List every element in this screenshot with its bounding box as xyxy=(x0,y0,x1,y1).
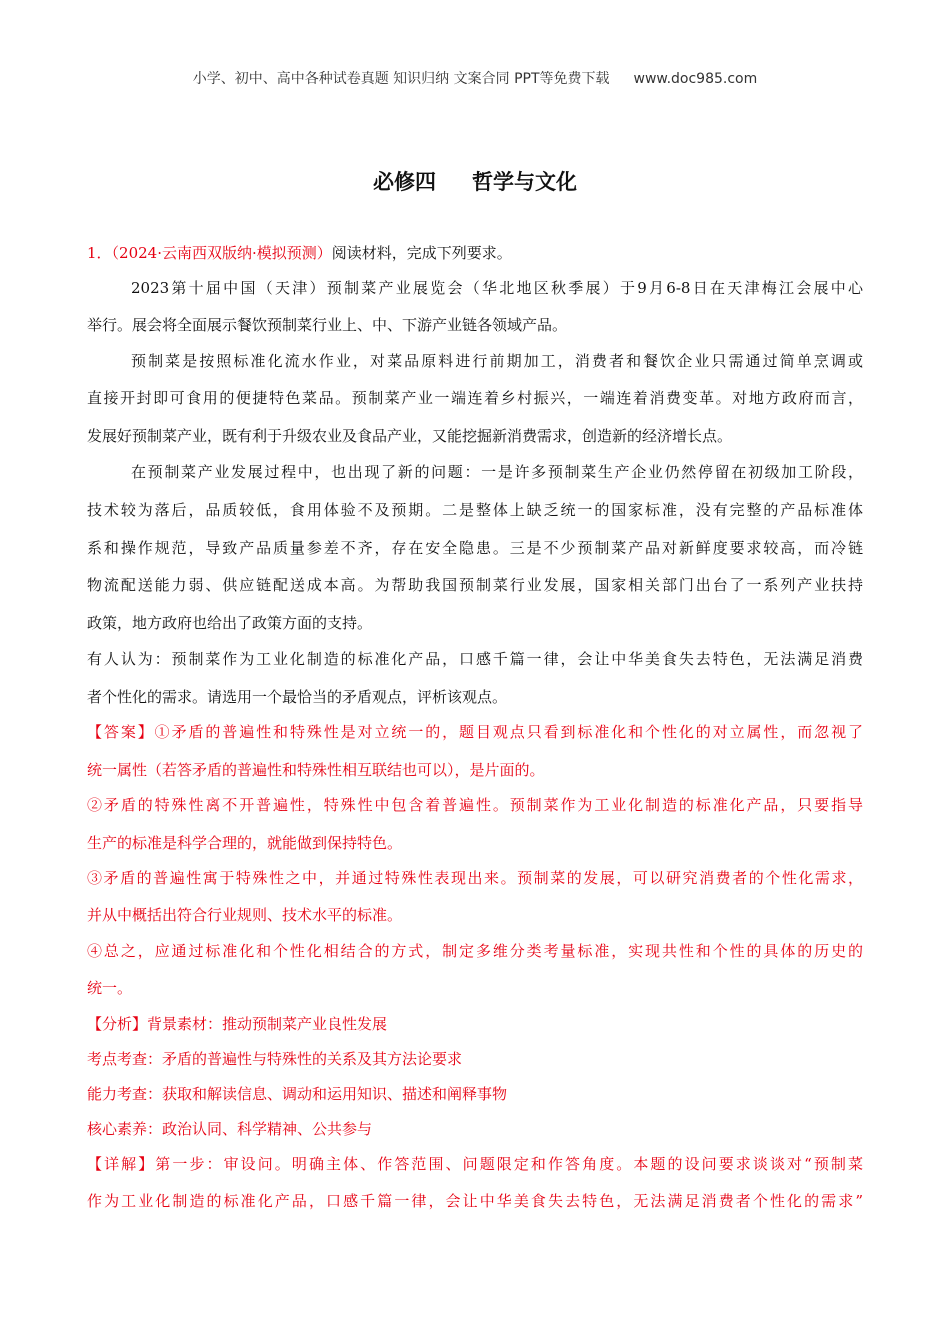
answer-line: 并从中概括出符合行业规则、技术水平的标准。 xyxy=(87,906,403,924)
title-part2: 哲学与文化 xyxy=(472,170,577,194)
page-title xyxy=(0,166,950,196)
material-line: 在预制菜产业发展过程中，也出现了新的问题：一是许多预制菜生产企业仍然停留在初级加工阶段， xyxy=(131,463,863,481)
material-line: 政策，地方政府也给出了政策方面的支持。 xyxy=(87,614,373,632)
analysis-literacy: 核心素养：政治认同、科学精神、公共参与 xyxy=(87,1120,373,1138)
material-line: 2023第十届中国（天津）预制菜产业展览会（华北地区秋季展）于9月6-8日在天津梅江会展中心 xyxy=(131,279,863,297)
material-line: 技术较为落后，品质较低，食用体验不及预期。二是整体上缺乏统一的国家标准，没有完整的产品标准体 xyxy=(87,501,863,519)
material-line: 直接开封即可食用的便捷特色菜品。预制菜产业一端连着乡村振兴，一端连着消费变革。对地方政府而言， xyxy=(87,389,863,407)
answer-line: ②矛盾的特殊性离不开普遍性，特殊性中包含着普遍性。预制菜作为工业化制造的标准化产品，只要指导 xyxy=(87,796,863,814)
detail-label: 【详解】 xyxy=(87,1155,156,1173)
detail-line: 【详解】第一步：审设问。明确主体、作答范围、问题限定和作答角度。本题的设问要求谈谈对“预制菜 xyxy=(87,1155,863,1173)
task-line: 者个性化的需求。请选用一个最恰当的矛盾观点，评析该观点。 xyxy=(87,688,508,706)
question-heading xyxy=(87,243,863,263)
material-line: 发展好预制菜产业，既有利于升级农业及食品产业，又能挖掘新消费需求，创造新的经济增长点。 xyxy=(87,427,733,445)
header-text: 小学、初中、高中各种试卷真题 知识归纳 文案合同 PPT等免费下载 xyxy=(192,71,610,87)
answer-label: 【答案】 xyxy=(87,723,155,741)
answer-line: 统一属性（若答矛盾的普遍性和特殊性相互联结也可以），是片面的。 xyxy=(87,761,545,779)
material-line: 预制菜是按照标准化流水作业，对菜品原料进行前期加工，消费者和餐饮企业只需通过简单烹调或 xyxy=(131,352,863,370)
analysis-points: 考点考查：矛盾的普遍性与特殊性的关系及其方法论要求 xyxy=(87,1050,463,1068)
answer-line: 【答案】①矛盾的普遍性和特殊性是对立统一的，题目观点只看到标准化和个性化的对立属性，而忽视了 xyxy=(87,723,863,741)
answer-line: ③矛盾的普遍性寓于特殊性之中，并通过特殊性表现出来。预制菜的发展，可以研究消费者的个性化需求， xyxy=(87,869,863,887)
answer-line: 统一。 xyxy=(87,979,133,997)
analysis-ability: 能力考查：获取和解读信息、调动和运用知识、描述和阐释事物 xyxy=(87,1085,508,1103)
material-line: 物流配送能力弱、供应链配送成本高。为帮助我国预制菜行业发展，国家相关部门出台了一系列产业扶持 xyxy=(87,576,863,594)
material-line: 系和操作规范，导致产品质量参差不齐，存在安全隐患。三是不少预制菜产品对新鲜度要求较高，而冷链 xyxy=(87,539,863,557)
title-part1: 必修四 xyxy=(373,170,436,194)
answer-line: ④总之，应通过标准化和个性化相结合的方式，制定多维分类考量标准，实现共性和个性的具体的历史的 xyxy=(87,942,863,960)
detail-line: 作为工业化制造的标准化产品，口感千篇一律，会让中华美食失去特色，无法满足消费者个性化的需求” xyxy=(87,1192,863,1210)
page-header xyxy=(0,68,950,88)
header-url[interactable]: www.doc985.com xyxy=(633,71,758,87)
task-line: 有人认为：预制菜作为工业化制造的标准化产品，口感千篇一律，会让中华美食失去特色，无法满足消费 xyxy=(87,650,863,668)
question-prompt: 阅读材料，完成下列要求。 xyxy=(331,244,512,262)
analysis-background: 【分析】背景素材：推动预制菜产业良性发展 xyxy=(87,1015,388,1033)
material-line: 举行。展会将全面展示餐饮预制菜行业上、中、下游产业链各领域产品。 xyxy=(87,316,568,334)
question-number: 1． xyxy=(87,244,112,262)
analysis-label: 【分析】 xyxy=(87,1015,148,1033)
answer-line: 生产的标准是科学合理的，就能做到保持特色。 xyxy=(87,834,403,852)
question-source: （2024·云南西双版纳·模拟预测） xyxy=(111,244,332,262)
